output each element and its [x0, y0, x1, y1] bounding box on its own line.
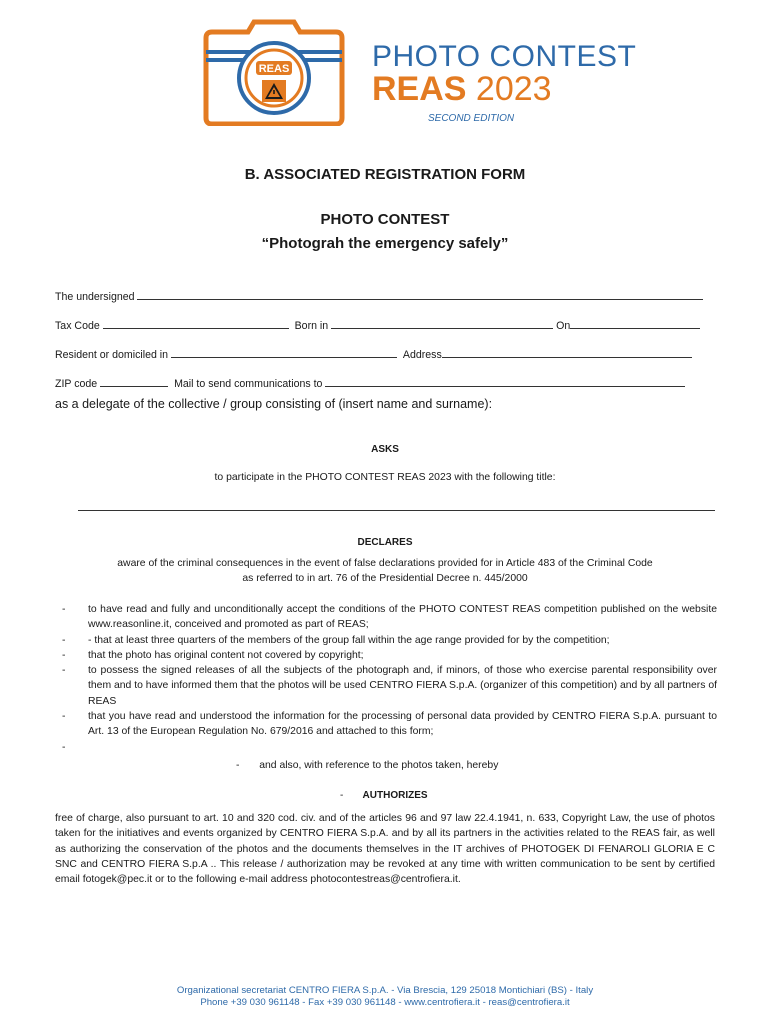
- mail-field[interactable]: [325, 376, 685, 387]
- resident-row: [55, 347, 692, 361]
- also-text: and also, with reference to the photos taken, hereby: [259, 760, 499, 771]
- authorizes-line: [340, 790, 428, 801]
- on-date-field[interactable]: [570, 318, 700, 329]
- list-item: - that the photo has original content not covered by copyright;: [62, 649, 364, 661]
- logo-year: 2023: [475, 70, 552, 108]
- zip-label: ZIP code: [55, 378, 98, 390]
- mail-label: Mail to send communications to: [174, 378, 323, 390]
- tax-code-field[interactable]: [103, 318, 289, 329]
- address-field[interactable]: [442, 347, 692, 358]
- list-item: - that you have read and understood the information for the processing of personal data provided by CENTRO FIERA S.p.A. pursuant to Art. 13 of the European Regulation No. 679/2016 and attached to this form;: [62, 711, 717, 738]
- undersigned-field[interactable]: [137, 289, 703, 300]
- title-field[interactable]: [78, 510, 715, 511]
- logo-title-year: [372, 70, 552, 109]
- undersigned-label: The undersigned: [55, 291, 135, 303]
- also-dash: -: [236, 760, 240, 771]
- contest-title: PHOTO CONTEST: [320, 211, 450, 228]
- logo-reas: REAS: [372, 70, 467, 108]
- address-label: Address: [402, 349, 442, 361]
- zip-row: [55, 376, 685, 390]
- born-in-field[interactable]: [331, 318, 553, 329]
- authorization-text: free of charge, also pursuant to art. 10 and 320 cod. civ. and of the articles 96 and 97 law 22.4.1941, n. 633, Copyright Law, the use of photos taken for the initiatives and events organized by CENTRO FIERA S.p.A. and by all its partners in the activities related to the REAS fair, as well as authorizing the conservation of the photos and the documents themselves in the IT archives of PHOTOGEK DI FENAROLI GLORIA E C SNC and CENTRO FIERA S.p.A .. This release / authorization may be revoked at any time with written communication to be sent by certified email fotogek@pec.it or to the following e-mail address photocontestreas@centrofiera.it.: [55, 813, 715, 886]
- resident-label: Resident or domiciled in: [55, 349, 169, 361]
- asks-heading: ASKS: [371, 444, 399, 455]
- logo-title: PHOTO CONTEST: [372, 40, 637, 73]
- declarations-list: [55, 602, 717, 755]
- on-label: On: [556, 320, 571, 332]
- list-item: -: [62, 741, 66, 753]
- tax-code-label: Tax Code: [55, 320, 100, 332]
- camera-icon: [196, 18, 366, 126]
- undersigned-row: [55, 289, 703, 303]
- resident-field[interactable]: [171, 347, 397, 358]
- tax-code-row: [55, 318, 700, 332]
- footer-line-1: Organizational secretariat CENTRO FIERA S.p.A. - Via Brescia, 129 25018 Montichiari (BS) - Italy: [176, 985, 594, 996]
- list-item: - - that at least three quarters of the members of the group fall within the age range provided for by the competition;: [62, 634, 610, 646]
- aware-line-2: as referred to in art. 76 of the Presidential Decree n. 445/2000: [242, 573, 528, 584]
- declares-heading: DECLARES: [357, 537, 413, 548]
- zip-field[interactable]: [100, 376, 168, 387]
- logo-badge: REAS: [258, 63, 290, 75]
- authorizes-dash: -: [340, 790, 344, 801]
- participate-text: to participate in the PHOTO CONTEST REAS 2023 with the following title:: [214, 472, 556, 483]
- born-in-label: Born in: [294, 320, 329, 332]
- delegate-text: as a delegate of the collective / group consisting of (insert name and surname):: [55, 397, 493, 411]
- authorizes-heading: AUTHORIZES: [362, 790, 428, 801]
- form-title: B. ASSOCIATED REGISTRATION FORM: [244, 166, 526, 183]
- aware-line-1: aware of the criminal consequences in the event of false declarations provided for in Article 483 of the Criminal Code: [117, 558, 653, 569]
- also-line: [236, 760, 498, 771]
- footer-line-2: Phone +39 030 961148 - Fax +39 030 961148 - www.centrofiera.it - reas@centrofiera.it: [200, 997, 570, 1008]
- logo-edition: SECOND EDITION: [428, 113, 515, 124]
- list-item: - to possess the signed releases of all the subjects of the photograph and, if minors, of those who exercise parental responsibility over them and to have informed them that the photos will be used CENTRO FIERA S.p.A. (organizer of this competition) and by all partners of REAS: [62, 665, 717, 707]
- contest-subtitle: “Photograh the emergency safely”: [261, 235, 509, 252]
- list-item: - to have read and fully and unconditionally accept the conditions of the PHOTO CONTEST REAS competition published on the website www.reasonline.it, conceived and promoted as part of REAS;: [62, 604, 717, 631]
